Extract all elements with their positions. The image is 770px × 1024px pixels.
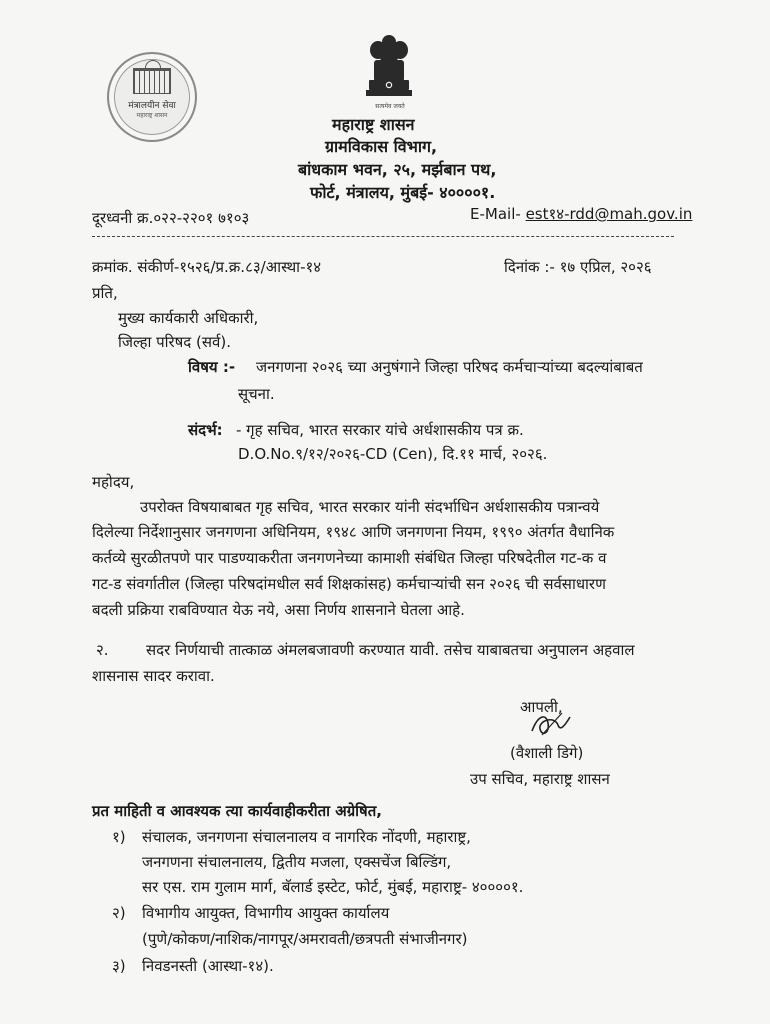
para2-line: सदर निर्णयाची तात्काळ अंमलबजावणी करण्यात यावी. तसेच याबाबतचा अनुपालन अहवाल [146,641,635,659]
copy-item-line: सर एस. राम गुलाम मार्ग, बॅलार्ड इस्टेट, फोर्ट, मुंबई, महाराष्ट्र- ४००००१. [142,878,524,896]
email-label: E-Mail- [470,205,521,223]
phone-number: दूरध्वनी क्र.०२२-२२०१ ७१०३ [92,209,250,227]
subject-line-2: सूचना. [238,385,275,403]
emblem-motto: सत्यमेव जयते [375,103,405,110]
header-address-1: बांधकाम भवन, २५, मर्झबान पथ, [298,160,497,179]
copy-item-line: संचालक, जनगणना संचालनालय व नागरिक नोंदणी, महाराष्ट्र, [142,828,471,846]
addressee-office: जिल्हा परिषद (सर्व). [118,333,231,351]
email-line [470,204,692,224]
para1-line: दिलेल्या निर्देशानुसार जनगणना अधिनियम, १९४८ आणि जनगणना नियम, १९९० अंतर्गत वैधानिक [92,523,615,541]
closing: आपली, [520,698,563,716]
reference-line-1: - गृह सचिव, भारत सरकार यांचे अर्धशासकीय पत्र क्र. [236,421,524,439]
seal-text: मंत्रालयीन सेवा [128,101,176,111]
para2-number: २. [96,641,109,659]
ministry-seal [107,52,197,142]
salutation: महोदय, [92,473,135,491]
para1-line: उपरोक्त विषयाबाबत गृह सचिव, भारत सरकार यांनी संदर्भाधिन अर्धशासकीय पत्रान्वये [140,498,600,516]
letter-number: क्रमांक. संकीर्ण-१५२६/प्र.क्र.८३/आस्था-१४ [92,258,322,276]
copy-item-number: ३) [112,957,126,975]
mantralaya-building-icon [133,68,171,94]
national-emblem-icon [360,30,418,110]
para1-line: कर्तव्ये सुरळीतपणे पार पाडण्याकरीता जनगणनेच्या कामाशी संबंधित जिल्हा परिषदेतील गट-क व [92,549,607,567]
copy-item-line: जनगणना संचालनालय, द्वितीय मजला, एक्सचेंज बिल्डिंग, [142,853,452,871]
signature-icon [528,707,574,743]
para1-line: गट-ड संवर्गातील (जिल्हा परिषदांमधील सर्व शिक्षकांसह) कर्मचाऱ्यांची सन २०२६ ची सर्वसाधारण [92,575,606,593]
header-address-2: फोर्ट, मंत्रालय, मुंबई- ४००००१. [310,183,496,202]
copy-item-line: (पुणे/कोकण/नाशिक/नागपूर/अमरावती/छत्रपती संभाजीनगर) [142,930,468,948]
email-link[interactable]: est१४-rdd@mah.gov.in [525,205,693,223]
copy-heading: प्रत माहिती व आवश्यक त्या कार्यवाहीकरीता अग्रेषित, [92,802,382,820]
header-divider [92,236,674,237]
seal-subtext: महाराष्ट्र शासन [136,112,168,119]
reference-line-2: D.O.No.९/१२/२०२६-CD (Cen), दि.११ मार्च, २०२६. [238,445,548,463]
copy-item-line: निवडनस्ती (आस्था-१४). [142,957,274,975]
reference-label: संदर्भ: [188,421,223,439]
subject-label: विषय :- [188,358,236,376]
signatory-name: (वैशाली डिगे) [510,744,584,762]
para2-line: शासनास सादर करावा. [92,667,215,685]
letter-date: दिनांक :- १७ एप्रिल, २०२६ [504,258,652,276]
copy-item-number: २) [112,904,126,922]
subject-line-1: जनगणना २०२६ च्या अनुषंगाने जिल्हा परिषद कर्मचाऱ्यांच्या बदल्यांबाबत [256,358,643,376]
signatory-designation: उप सचिव, महाराष्ट्र शासन [470,770,610,788]
copy-item-line: विभागीय आयुक्त, विभागीय आयुक्त कार्यालय [142,904,390,922]
header-department: ग्रामविकास विभाग, [325,137,438,156]
header-government: महाराष्ट्र शासन [332,115,415,134]
copy-item-number: १) [112,828,126,846]
prati-label: प्रति, [92,284,118,302]
para1-line: बदली प्रक्रिया राबविण्यात येऊ नये, असा निर्णय शासनाने घेतला आहे. [92,601,465,619]
addressee-title: मुख्य कार्यकारी अधिकारी, [118,309,259,327]
